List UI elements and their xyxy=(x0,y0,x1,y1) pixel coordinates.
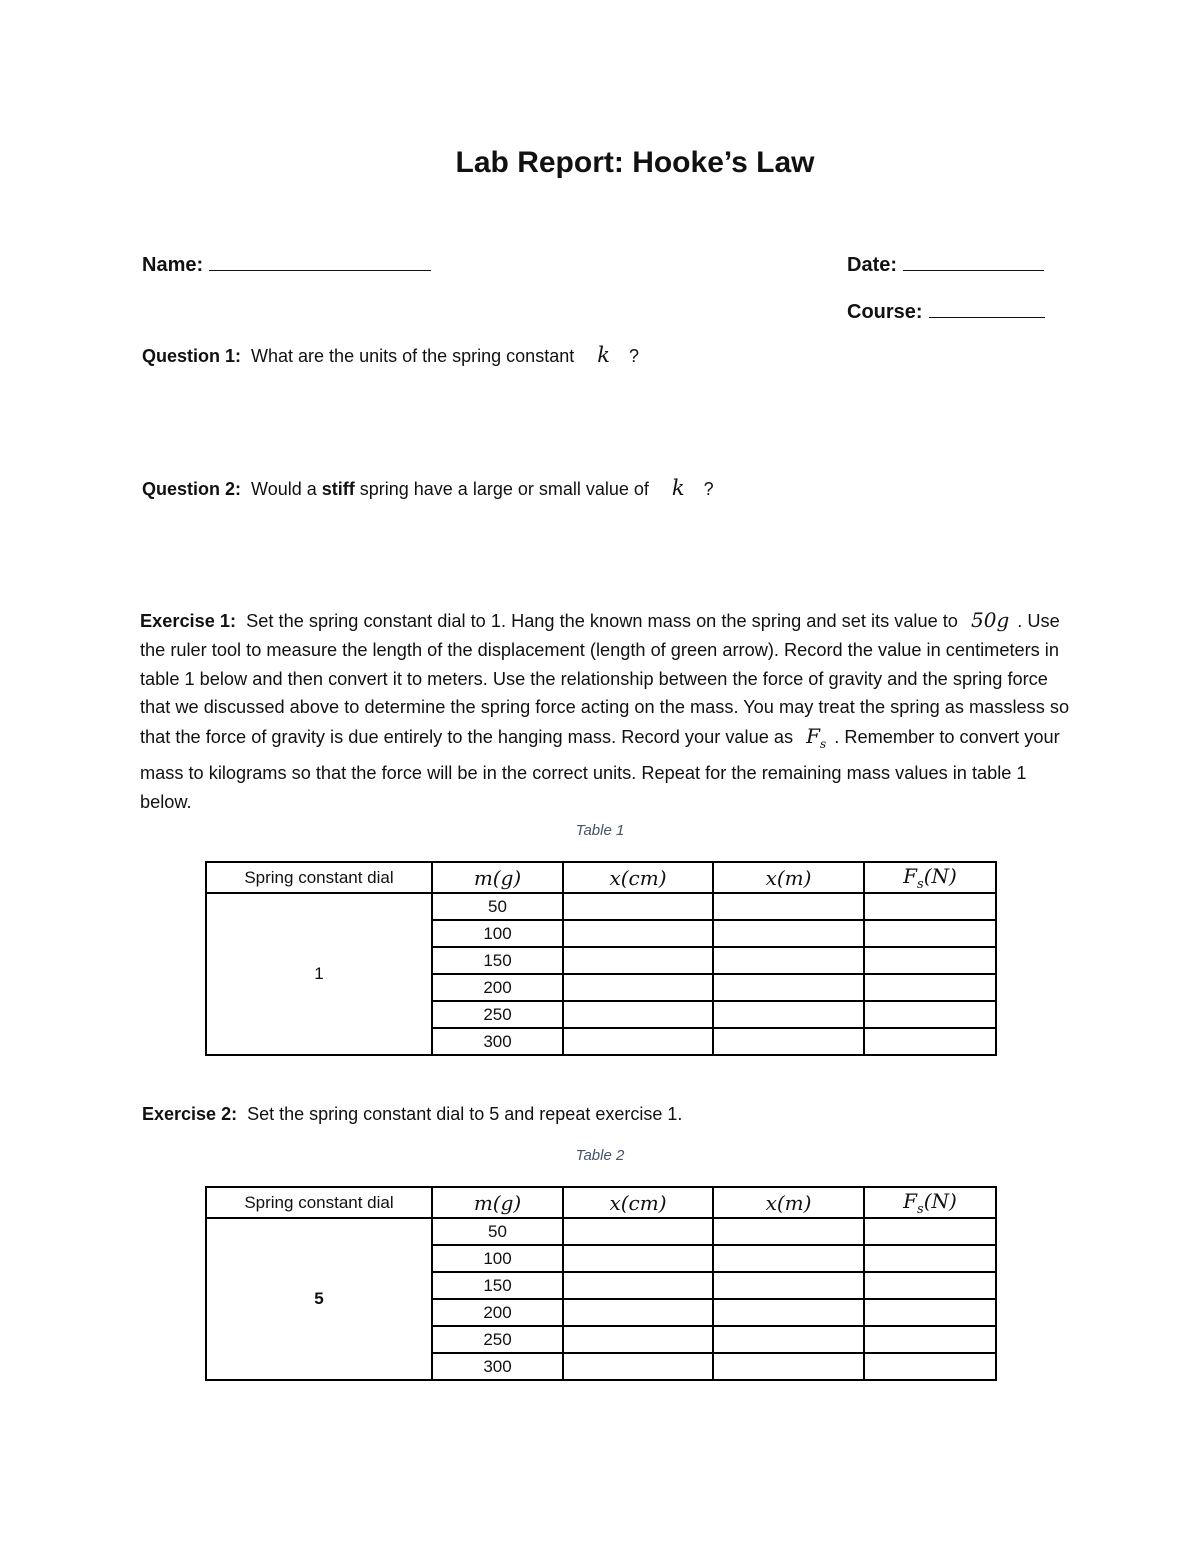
x-m-cell[interactable] xyxy=(713,1001,864,1028)
table-2-header-row xyxy=(206,1187,996,1218)
force-cell[interactable] xyxy=(864,1272,996,1299)
x-m-cell[interactable] xyxy=(713,1299,864,1326)
table-2-dial-value: 5 xyxy=(206,1218,432,1380)
table-1-caption: Table 1 xyxy=(575,822,625,839)
name-field xyxy=(142,252,431,277)
table-row xyxy=(206,893,996,920)
x-m-cell[interactable] xyxy=(713,1326,864,1353)
exercise-2-text: Set the spring constant dial to 5 and repeat exercise 1. xyxy=(247,1104,683,1124)
mass-cell: 200 xyxy=(432,1299,563,1326)
name-blank[interactable] xyxy=(209,252,431,271)
date-label: Date: xyxy=(847,254,898,276)
table-1-header-force: $F_s(N)$ xyxy=(864,862,996,893)
question-2-text-b: spring have a large or small value of xyxy=(354,479,649,499)
x-m-cell[interactable] xyxy=(713,920,864,947)
question-2-end: ? xyxy=(703,479,714,499)
force-cell[interactable] xyxy=(864,1028,996,1055)
table-2 xyxy=(205,1186,997,1381)
question-2 xyxy=(142,476,714,500)
exercise-1-text-2: . Use the ruler tool to measure the length of the displacement (length of green arrow). Record the value in centimeters in table 1 below and then convert it to meters. Use the relationship between the force of gravity and the spring force that we discussed above to determine the spring force acting on the mass. You may treat the spring as massless so that the force of gravity is due entirely to the hanging mass. Record your value as xyxy=(140,611,1070,748)
x-cm-cell[interactable] xyxy=(563,1272,713,1299)
exercise-1 xyxy=(140,606,1070,817)
x-cm-cell[interactable] xyxy=(563,1001,713,1028)
x-m-cell[interactable] xyxy=(713,1028,864,1055)
mass-cell: 150 xyxy=(432,1272,563,1299)
mass-cell: 300 xyxy=(432,1353,563,1380)
force-cell[interactable] xyxy=(864,1245,996,1272)
x-cm-cell[interactable] xyxy=(563,1218,713,1245)
x-cm-cell[interactable] xyxy=(563,947,713,974)
x-cm-cell[interactable] xyxy=(563,1028,713,1055)
x-m-cell[interactable] xyxy=(713,1218,864,1245)
exercise-2 xyxy=(142,1104,682,1125)
question-1-var: k xyxy=(597,343,610,367)
exercise-1-mass-value: 50g xyxy=(971,608,1010,632)
table-1 xyxy=(205,861,997,1056)
exercise-1-text-1: Set the spring constant dial to 1. Hang the known mass on the spring and set its value to xyxy=(246,611,958,631)
x-cm-cell[interactable] xyxy=(563,1299,713,1326)
mass-cell: 50 xyxy=(432,1218,563,1245)
x-cm-cell[interactable] xyxy=(563,1353,713,1380)
table-1-header-dial: Spring constant dial xyxy=(206,862,432,893)
question-2-label: Question 2: xyxy=(142,479,242,499)
table-2-caption: Table 2 xyxy=(575,1147,625,1164)
exercise-1-text-3: . Remember to convert your mass to kilograms so that the force will be in the correct units. Repeat for the remaining mass values in table 1 below. xyxy=(140,727,1060,812)
force-cell[interactable] xyxy=(864,1353,996,1380)
table-2-header-dial: Spring constant dial xyxy=(206,1187,432,1218)
table-2-header-x-m: x(m) xyxy=(713,1187,864,1218)
x-cm-cell[interactable] xyxy=(563,1326,713,1353)
table-1-dial-value: 1 xyxy=(206,893,432,1055)
x-cm-cell[interactable] xyxy=(563,893,713,920)
question-2-bold-word: stiff xyxy=(321,479,355,499)
table-2-header-x-cm: x(cm) xyxy=(563,1187,713,1218)
table-2-header-mass: m(g) xyxy=(432,1187,563,1218)
mass-cell: 200 xyxy=(432,974,563,1001)
mass-cell: 150 xyxy=(432,947,563,974)
force-cell[interactable] xyxy=(864,893,996,920)
question-2-text-a: Would a xyxy=(251,479,322,499)
question-1 xyxy=(142,343,639,367)
question-1-label: Question 1: xyxy=(142,346,242,366)
mass-cell: 250 xyxy=(432,1326,563,1353)
table-row xyxy=(206,1218,996,1245)
date-blank[interactable] xyxy=(903,252,1044,271)
course-label: Course: xyxy=(847,301,923,323)
force-cell[interactable] xyxy=(864,920,996,947)
mass-cell: 250 xyxy=(432,1001,563,1028)
x-cm-cell[interactable] xyxy=(563,1245,713,1272)
x-m-cell[interactable] xyxy=(713,893,864,920)
x-m-cell[interactable] xyxy=(713,947,864,974)
x-m-cell[interactable] xyxy=(713,1245,864,1272)
exercise-1-force-symbol: $F_s$ xyxy=(806,724,827,752)
mass-cell: 100 xyxy=(432,920,563,947)
x-m-cell[interactable] xyxy=(713,974,864,1001)
question-2-var: k xyxy=(671,476,685,500)
force-cell[interactable] xyxy=(864,1326,996,1353)
question-1-text: What are the units of the spring constant xyxy=(251,346,575,366)
force-cell[interactable] xyxy=(864,1001,996,1028)
mass-cell: 100 xyxy=(432,1245,563,1272)
x-m-cell[interactable] xyxy=(713,1353,864,1380)
name-label: Name: xyxy=(142,254,204,276)
question-1-end: ? xyxy=(628,346,639,366)
course-blank[interactable] xyxy=(929,299,1045,318)
x-cm-cell[interactable] xyxy=(563,920,713,947)
x-m-cell[interactable] xyxy=(713,1272,864,1299)
table-1-header-mass: m(g) xyxy=(432,862,563,893)
exercise-2-label: Exercise 2: xyxy=(142,1104,238,1124)
force-cell[interactable] xyxy=(864,974,996,1001)
table-1-header-x-m: x(m) xyxy=(713,862,864,893)
table-1-header-row xyxy=(206,862,996,893)
mass-cell: 300 xyxy=(432,1028,563,1055)
mass-cell: 50 xyxy=(432,893,563,920)
date-field xyxy=(847,252,1044,277)
force-cell[interactable] xyxy=(864,1299,996,1326)
x-cm-cell[interactable] xyxy=(563,974,713,1001)
page-title: Lab Report: Hooke’s Law xyxy=(455,146,815,179)
course-field xyxy=(847,299,1045,324)
table-1-header-x-cm: x(cm) xyxy=(563,862,713,893)
exercise-1-label: Exercise 1: xyxy=(140,611,237,631)
force-cell[interactable] xyxy=(864,1218,996,1245)
table-2-header-force: $F_s(N)$ xyxy=(864,1187,996,1218)
force-cell[interactable] xyxy=(864,947,996,974)
